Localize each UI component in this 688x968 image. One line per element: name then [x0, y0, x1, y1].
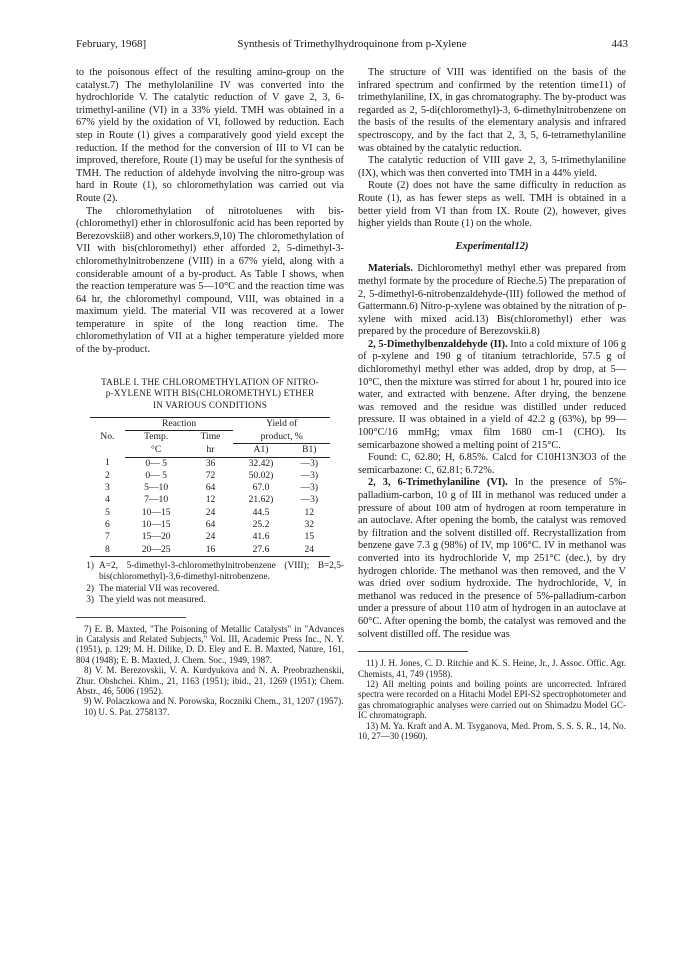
header-yield: Yield of: [233, 418, 330, 431]
cell-temp: 15—20: [141, 531, 171, 543]
body-paragraph: The structure of VIII was identified on the basis of the infrared spectrum and confirmed by the retention time11) of trimethylaniline, IX, in gas chromatography. The by-product was regarded as 2, 5-di(chloromethyl)-3, 6-dimethylnitrobenzene on the basis of the results of the elementary analysis and infrared spectroscopy, and by the fact that 2, 3, 5, 6-tetramethylaniline was obtained by the catalytic reduction.: [358, 67, 626, 154]
footnote-rule: [76, 617, 186, 618]
table-note: [76, 595, 344, 606]
cell-a: 21.62): [248, 494, 274, 506]
paragraph-text: Dichloromethyl methyl ether was prepared from methyl formate by the procedure of Rieche.5) The preparation of 2, 5-dimethyl-6-nitrobenzaldehyde-(III) followed the method of Gattermann.6) Nitro-p-xylene was obtained by the nitration of p-xylene with mixed acid.13) Bis(chloromethyl) ether was prepared by the procedure of Berezovskii.8): [358, 263, 626, 338]
cell-time: 36: [205, 457, 216, 469]
footnote: 11) J. H. Jones, C. D. Ritchie and K. S. Heine, Jr., J. Assoc. Offic. Agr. Chemists, 41, 749 (1958).: [358, 658, 626, 679]
header-title: Synthesis of Trimethylhydroquinone from p-Xylene: [237, 38, 467, 50]
table-note-text: A=2, 5-dimethyl-3-chloromethylnitrobenzene (VIII); B=2,5-bis(chloromethyl)-3,6-dimethyl-nitrobenzene.: [99, 560, 344, 583]
cell-no: 8: [90, 544, 125, 557]
run-in-heading: Materials.: [368, 263, 413, 275]
table-body: [90, 457, 330, 556]
cell-b: —3): [300, 494, 319, 506]
section-heading: Experimental12): [455, 240, 529, 252]
cell-a: 25.2: [252, 519, 270, 531]
cell-b: —3): [300, 482, 319, 494]
cell-b: 12: [304, 506, 315, 518]
paragraph-text: Into a cold mixture of 106 g of p-xylene and 190 g of titanium tetrachloride, 57.5 g of dichloromethyl methyl ether was added, drop by drop, at 5—10°C, then the mixture was stirred for about 1 hr, poured into ice water, and extracted with benzene. After drying, the benzene was removed and the residue was distilled under reduced pressure. II was obtained in a yield of 42.2 g (63%), bp 99—100°C/16 mmHg; νmax film 1680 cm-1 (CHO). Its semicarbazone showed a melting point of 215°C.: [358, 338, 627, 451]
header-temp: Temp.: [125, 431, 188, 444]
run-in-heading: 2, 5-Dimethylbenzaldehyde (II).: [368, 338, 508, 350]
cell-time: 64: [205, 482, 216, 494]
table-header-row: [90, 418, 330, 431]
table-row: [90, 457, 330, 470]
footnote: 9) W. Polaczkowa and N. Porowska, Roczniki Chem., 31, 1207 (1957).: [84, 696, 344, 707]
cell-time: 72: [205, 469, 216, 481]
running-header: [76, 38, 628, 54]
header-a: A1): [233, 444, 288, 457]
page-number: 443: [611, 38, 628, 50]
footnote: 12) All melting points and boiling points are uncorrected. Infrared spectra were recorded on a Hitachi Model EPI-S2 spectrophotometer and gas chromatographic analyses were carried out on Shimadzu Model GC-IC chromatograph.: [358, 678, 626, 721]
table-row: [90, 470, 330, 482]
cell-time: 64: [205, 519, 216, 531]
header-date: February, 1968]: [76, 38, 147, 50]
table-caption-line: IN VARIOUS CONDITIONS: [152, 399, 268, 410]
cell-temp: 7—10: [144, 494, 169, 506]
body-paragraph: [358, 339, 626, 452]
cell-a: 67.0: [252, 482, 270, 494]
cell-no: 7: [104, 531, 110, 543]
cell-a: 44.5: [252, 506, 270, 518]
cell-no: 2: [104, 469, 110, 481]
cell-a: 50.02): [248, 469, 274, 481]
table-caption: [76, 377, 344, 412]
table-note-text: The material VII was recovered.: [99, 583, 220, 594]
cell-time: 12: [205, 494, 216, 506]
table-header-row: [90, 431, 330, 444]
cell-no: 4: [104, 494, 110, 506]
cell-b: —3): [300, 469, 319, 481]
cell-a: 41.6: [252, 531, 270, 543]
table-note-key: 2): [86, 583, 94, 594]
table-row: [90, 519, 330, 531]
cell-b: 32: [304, 519, 315, 531]
body-paragraph: Route (2) does not have the same difficulty in reduction as Route (1), as has fewer steps as well. TMH is obtained in a better yield from VI than from IX. Route (2), however, gives higher yields than Route (1) on the whole.: [358, 180, 626, 230]
body-paragraph: Found: C, 62.80; H, 6.85%. Calcd for C10H13N3O3 of the semicarbazone: C, 62.81; 6.72%.: [358, 452, 626, 476]
body-paragraph: [358, 263, 626, 339]
table-header-row: [90, 444, 330, 457]
header-time-unit: hr: [188, 444, 234, 457]
header-temp-unit: °C: [125, 444, 188, 457]
table-row: [90, 482, 330, 494]
table-note-key: 3): [86, 595, 94, 606]
table-note-text: The yield was not measured.: [99, 595, 206, 606]
cell-time: 24: [205, 531, 216, 543]
body-paragraph: [358, 477, 626, 641]
table-note: [76, 584, 344, 595]
right-column: [358, 67, 626, 741]
cell-temp: 20—25: [125, 544, 188, 557]
cell-no: 5: [104, 506, 110, 518]
cell-temp: 5—10: [144, 482, 169, 494]
cell-no: 3: [104, 482, 110, 494]
cell-a: 27.6: [233, 544, 288, 557]
cell-temp: 10—15: [141, 506, 171, 518]
table-row: [90, 494, 330, 506]
run-in-heading: 2, 3, 6-Trimethylaniline (VI).: [368, 477, 508, 489]
data-table: [90, 417, 330, 557]
header-b: B1): [289, 444, 330, 457]
cell-time: 16: [188, 544, 234, 557]
header-no: No.: [90, 418, 125, 457]
cell-temp: 0— 5: [145, 469, 167, 481]
footnotes-left: [76, 624, 344, 718]
table-notes: [76, 561, 344, 607]
footnote: 7) E. B. Maxted, "The Poisoning of Metallic Catalysts" in "Advances in Catalysis and Related Subjects," Vol. III, Academic Press Inc., N. Y. (1951), p. 129; M. H. Dilike, D. D. Eley and E. B. Maxted, Nature, 161, 804 (1948); E. B. Maxted, J. Chem. Soc., 1949, 1987.: [76, 623, 344, 665]
cell-time: 24: [205, 506, 216, 518]
left-column: [76, 67, 344, 717]
cell-no: 6: [104, 519, 110, 531]
cell-b: 24: [289, 544, 330, 557]
cell-temp: 0— 5: [145, 457, 167, 469]
cell-temp: 10—15: [141, 519, 171, 531]
footnote-rule: [358, 651, 468, 652]
header-yield-product: product, %: [260, 430, 303, 442]
table-row: [90, 507, 330, 519]
table-row: [90, 544, 330, 557]
header-time: Time: [188, 431, 234, 444]
paragraph-text: In the presence of 5%-palladium-carbon, 10 g of III in methanol was reduced under a pressure of about 100 atm of hydrogen at room temperature in an autoclave. After opening the bomb, the catalyst was removed by filtration and the solvent distilled off. Recrystallization from benzene gave 7.3 g (98%) of IV, mp 106°C. IV in methanol was converted into its hydrochloride V, mp 251°C (dec.), by dry hydrogen chloride. The methanol was then removed, and the V was dried over sodium hydroxide. The hydrochloride, V, in methanol was reduced in the presence of 5%-palladium-carbon under a pressure of about 110 atm of hydrogen in an autoclave at 60°C. After opening the bomb, the catalyst was removed and the solvent distilled off. The residue was: [358, 477, 626, 640]
cell-no: 1: [104, 457, 110, 469]
body-paragraph: The catalytic reduction of VIII gave 2, 3, 5-trimethylaniline (IX), which was then converted into TMH in a 44% yield.: [358, 155, 626, 179]
table-row: [90, 531, 330, 543]
footnote: 10) U. S. Pat. 2758137.: [84, 706, 170, 717]
table-note: [76, 561, 344, 584]
cell-a: 32.42): [248, 457, 274, 469]
footnote: 13) M. Ya. Kraft and A. M. Tsyganova, Med. Prom. S. S. S. R., 14, No. 10, 27—30 (1960).: [358, 720, 626, 741]
cell-b: 15: [304, 531, 315, 543]
footnote: 8) V. M. Berezovskii, V. A. Kurdyukova and N. A. Preobrazhenskii, Zhur. Obshchei. Khim., 21, 1163 (1951); ibid., 21, 1269 (1951); Chem. Abstr., 46, 5006 (1952).: [76, 665, 344, 696]
footnotes-right: [358, 658, 626, 741]
table-note-key: 1): [86, 560, 94, 571]
table-caption-line: TABLE I. THE CHLOROMETHYLATION OF NITRO-: [101, 376, 319, 387]
cell-b: —3): [300, 457, 319, 469]
body-paragraph: The chloromethylation of nitrotoluenes with bis-(chloromethyl) ether in chlorosulfonic acid has been reported by Berezovskii8) and other workers.9,10) The chloromethylation of VII with bis(chloromethyl) ether afforded 2, 5-dimethyl-3-chloromethylnitrobenzene (VIII) in a 67% yield, along with a considerable amount of a by-product. As Table I shows, when the reaction temperature was 5—10°C and the reaction time was 64 hr, the chloromethyl compound, VIII, was obtained in a maximum yield. The material VII was recovered at a lower temperature in spite of the long reaction time. The chloromethylation of VII at a higher temperature yielded more of the by-product.: [76, 205, 344, 356]
header-reaction: Reaction: [125, 418, 234, 431]
table-caption-line: p-XYLENE WITH BIS(CHLOROMETHYL) ETHER: [105, 388, 315, 399]
body-paragraph: to the poisonous effect of the resulting amino-group on the catalyst.7) The methylolaniline IV was converted into the hydrochloride V. The catalytic reduction of V gave 2, 3, 6-trimethyl-aniline (VI) in a 33% yield. TMH was obtained in a 67% yield by the oxidation of VI, followed by reduction. Each step in Route (1) gives a comparatively good yield except the reduction. If the method for the conversion of III to VI can be improved, therefore, Route (1) may be useful for the synthesis of TMH. The reduction of aldehyde involving the nitro-group was hard in Route (1), so chloromethylation was carried out via Route (2).: [76, 67, 344, 204]
